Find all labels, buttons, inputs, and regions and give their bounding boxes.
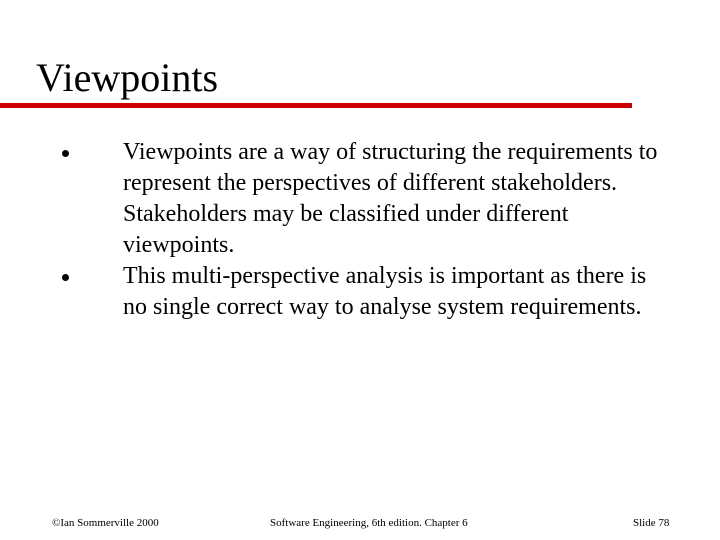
bullet-dot-icon xyxy=(62,150,69,157)
bullet-list xyxy=(0,137,720,323)
footer-copyright: ©Ian Sommerville 2000 xyxy=(52,517,159,529)
title-underline xyxy=(0,103,632,108)
slide-title: Viewpoints xyxy=(36,55,219,100)
bullet-dot-icon xyxy=(62,274,69,281)
bullet-text: This multi-perspective analysis is important as there is no single correct way to analyse system requirements. xyxy=(123,263,647,320)
footer-slide-number: Slide 78 xyxy=(633,517,670,529)
bullet-item xyxy=(0,137,668,261)
bullet-text: Viewpoints are a way of structuring the requirements to represent the perspectives of different stakeholders. Stakeholders may be classified under different viewpoints. xyxy=(123,139,658,258)
footer-book-title: Software Engineering, 6th edition. Chapter 6 xyxy=(270,517,468,529)
bullet-item xyxy=(0,261,668,323)
